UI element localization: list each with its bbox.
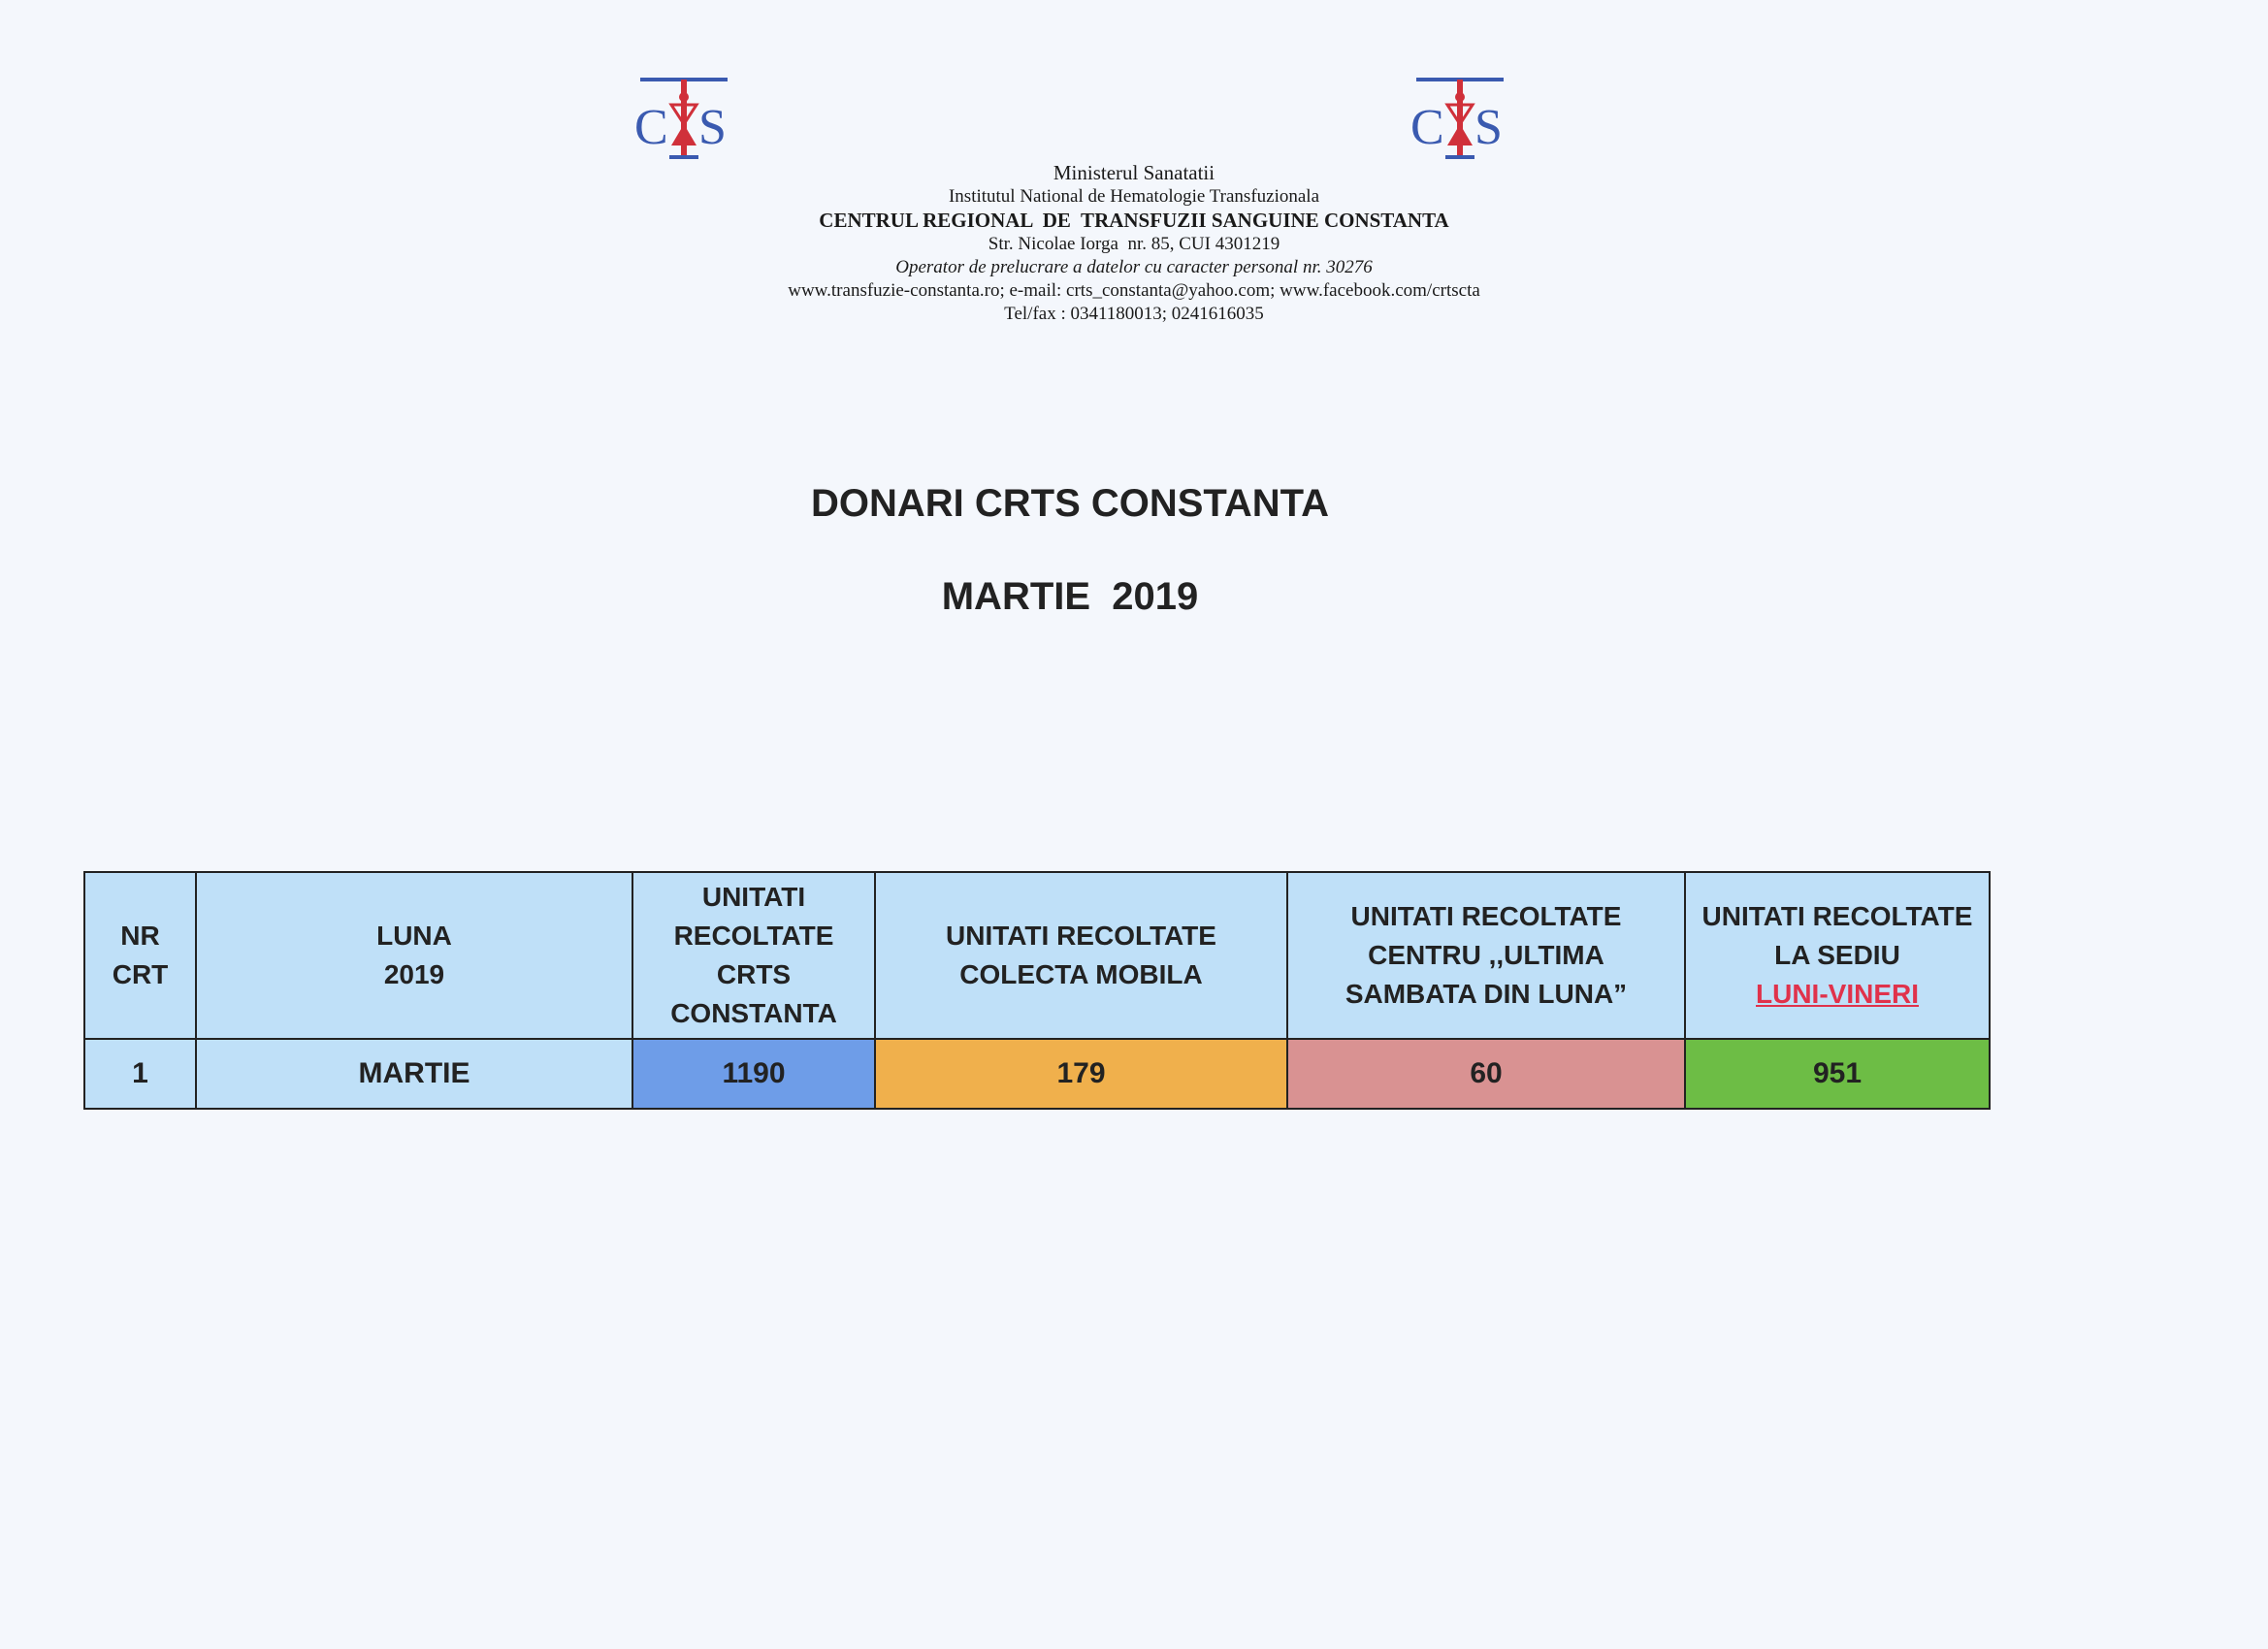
center-name: CENTRUL REGIONAL DE TRANSFUZII SANGUINE CONSTANTA (819, 209, 1449, 232)
cell-seat: 951 (1685, 1039, 1990, 1109)
cell-last-saturday: 60 (1287, 1039, 1685, 1109)
document-period: MARTIE 2019 (941, 575, 1199, 618)
logo-letter-c: C (634, 100, 668, 155)
document-title: DONARI CRTS CONSTANTA (810, 482, 1330, 525)
header-seat-label: UNITATI RECOLTATE LA SEDIU (1701, 901, 1973, 970)
address: Str. Nicolae Iorga nr. 85, CUI 4301219 (988, 234, 1280, 254)
logo-letter-s: S (1474, 100, 1503, 155)
logo-letter-c: C (1410, 100, 1444, 155)
contact-tel: Tel/fax : 0341180013; 0241616035 (1004, 304, 1264, 324)
header-mobile-label: UNITATI RECOLTATE COLECTA MOBILA (946, 921, 1216, 989)
donations-table (83, 871, 1991, 1110)
ministry-name: Ministerul Sanatatii (1053, 161, 1215, 184)
logo-right (1407, 68, 1513, 165)
logo-left (631, 68, 737, 165)
header-total-label: UNITATI RECOLTATE CRTS CONSTANTA (670, 882, 837, 1028)
operator-notice: Operator de prelucrare a datelor cu caracter personal nr. 30276 (895, 257, 1373, 277)
header-nr-crt (84, 872, 196, 1039)
contact-web: www.transfuzie-constanta.ro; e-mail: crts_constanta@yahoo.com; www.facebook.com/crtscta (788, 280, 1480, 301)
header-mobile (875, 872, 1287, 1039)
table-row (84, 1039, 1990, 1109)
header-luna-label: LUNA 2019 (376, 921, 452, 989)
header-last-saturday (1287, 872, 1685, 1039)
header-nr-crt-label: NR CRT (112, 921, 169, 989)
cell-nr: 1 (84, 1039, 196, 1109)
cell-mobile: 179 (875, 1039, 1287, 1109)
letterhead (552, 161, 1716, 326)
header-last-saturday-label: UNITATI RECOLTATE CENTRU ,,ULTIMA SAMBATA DIN LUNA” (1345, 901, 1628, 1009)
cell-luna: MARTIE (196, 1039, 632, 1109)
header-luna (196, 872, 632, 1039)
header-total (632, 872, 875, 1039)
header-seat-highlight: LUNI-VINERI (1756, 979, 1919, 1009)
hourglass-blood-logo-icon (631, 68, 737, 165)
header-seat (1685, 872, 1990, 1039)
institute-name: Institutul National de Hematologie Transfuzionala (948, 186, 1320, 207)
cell-total: 1190 (632, 1039, 875, 1109)
table-header-row (84, 872, 1990, 1039)
hourglass-blood-logo-icon (1407, 68, 1513, 165)
logo-letter-s: S (698, 100, 727, 155)
